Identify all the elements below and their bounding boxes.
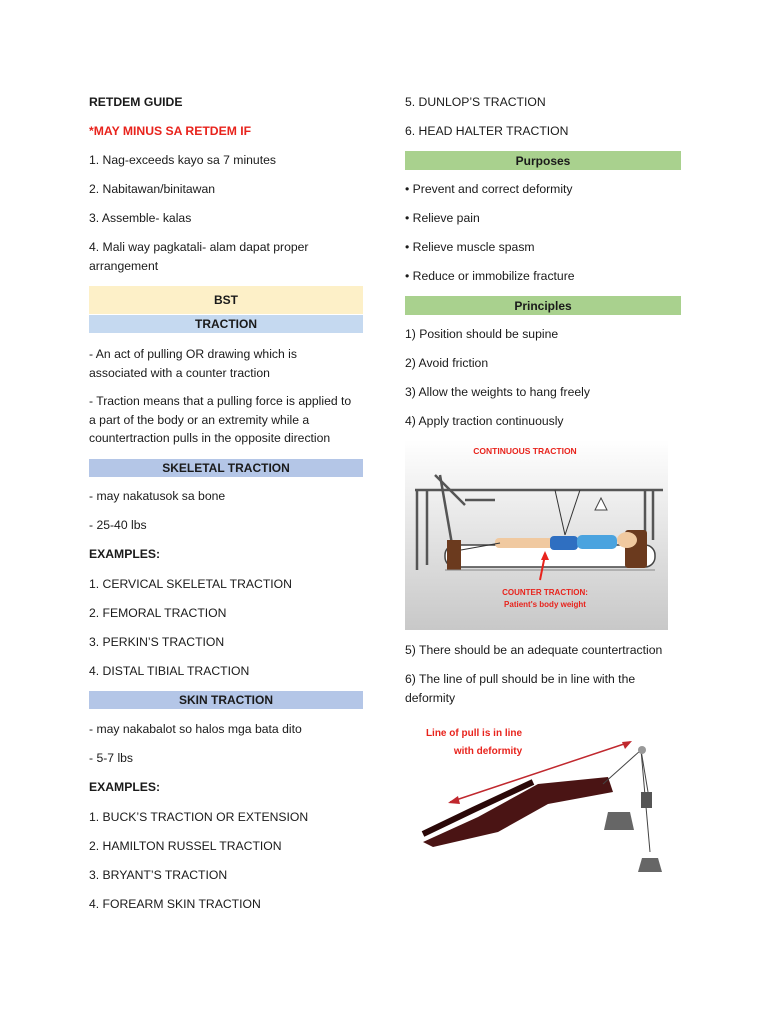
figure-caption-1: COUNTER TRACTION: — [502, 588, 588, 597]
skeletal-note: - 25-40 lbs — [89, 518, 147, 532]
purpose-item: • Reduce or immobilize fracture — [405, 269, 575, 283]
traction-definition: - Traction means that a pulling force is applied to a part of the body or an extremity while a countertraction pulls in the opposite direction — [89, 394, 352, 445]
figure-title: CONTINUOUS TRACTION — [473, 446, 577, 456]
skin-note: - may nakabalot so halos mga bata dito — [89, 722, 302, 736]
examples-label: EXAMPLES: — [89, 780, 161, 794]
principle-item: 2) Avoid friction — [405, 356, 489, 370]
minus-item: 2. Nabitawan/binitawan — [89, 182, 216, 196]
skin-note: - 5-7 lbs — [89, 751, 134, 765]
arrow-right-icon — [622, 741, 632, 749]
skin-example: 4. FOREARM SKIN TRACTION — [89, 897, 261, 911]
skin-header: SKIN TRACTION — [89, 691, 363, 709]
traction-example: 6. HEAD HALTER TRACTION — [405, 124, 569, 138]
line-of-pull-figure — [418, 722, 668, 877]
minus-item: 3. Assemble- kalas — [89, 211, 192, 225]
skeletal-example: 3. PERKIN’S TRACTION — [89, 635, 225, 649]
purpose-item: • Relieve muscle spasm — [405, 240, 535, 254]
traction-definition: - An act of pulling OR drawing which is associated with a counter traction — [89, 347, 297, 380]
doc-title: RETDEM GUIDE — [89, 95, 183, 109]
skeletal-example: 1. CERVICAL SKELETAL TRACTION — [89, 577, 292, 591]
skeletal-example: 4. DISTAL TIBIAL TRACTION — [89, 664, 250, 678]
purpose-item: • Prevent and correct deformity — [405, 182, 573, 196]
purposes-header: Purposes — [405, 151, 681, 170]
minus-item: 1. Nag-exceeds kayo sa 7 minutes — [89, 153, 276, 167]
skeletal-example: 2. FEMORAL TRACTION — [89, 606, 227, 620]
pulley-icon — [638, 746, 646, 754]
hanging-weight-icon — [638, 858, 662, 872]
principle-item: 4) Apply traction continuously — [405, 414, 564, 428]
skeletal-note: - may nakatusok sa bone — [89, 489, 226, 503]
skin-example: 2. HAMILTON RUSSEL TRACTION — [89, 839, 282, 853]
skin-example: 1. BUCK’S TRACTION OR EXTENSION — [89, 810, 309, 824]
skeletal-header: SKELETAL TRACTION — [89, 459, 363, 477]
figure2-label-2: with deformity — [453, 746, 523, 757]
figure-caption-2: Patient's body weight — [504, 600, 586, 609]
minus-item: 4. Mali way pagkatali- alam dapat proper arrangement — [89, 240, 309, 273]
examples-label: EXAMPLES: — [89, 547, 161, 561]
principle-item: 6) The line of pull should be in line with the deformity — [405, 672, 636, 705]
principles-header: Principles — [405, 296, 681, 315]
principle-item: 5) There should be an adequate countertraction — [405, 643, 663, 657]
minus-warning: *MAY MINUS SA RETDEM IF — [89, 124, 252, 138]
weight-block-icon — [641, 792, 652, 808]
principle-item: 1) Position should be supine — [405, 327, 559, 341]
principle-item: 3) Allow the weights to hang freely — [405, 385, 590, 399]
continuous-traction-figure — [405, 440, 668, 630]
figure2-label-1: Line of pull is in line — [425, 728, 523, 739]
bst-header: BST — [89, 286, 363, 314]
arrow-left-icon — [448, 796, 460, 804]
purpose-item: • Relieve pain — [405, 211, 480, 225]
leg-weight-icon — [604, 812, 634, 830]
traction-example: 5. DUNLOP’S TRACTION — [405, 95, 546, 109]
traction-header: TRACTION — [89, 315, 363, 333]
skin-example: 3. BRYANT’S TRACTION — [89, 868, 228, 882]
